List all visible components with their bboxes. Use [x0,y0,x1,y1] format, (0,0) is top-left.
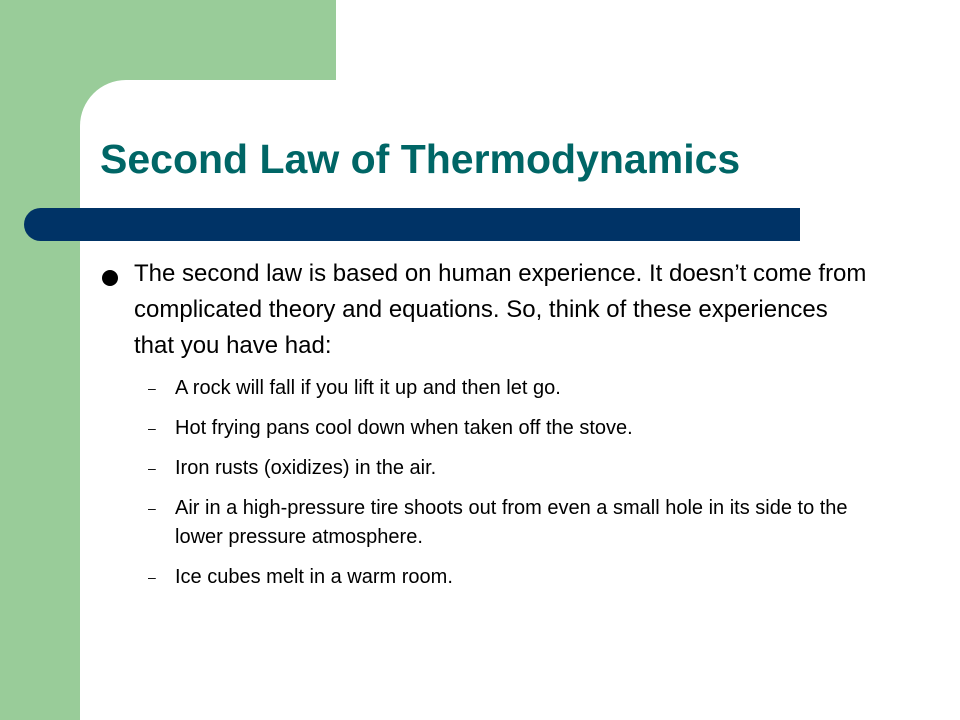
slide-body [102,256,872,603]
sub-bullet-text: Iron rusts (oxidizes) in the air. [175,457,437,479]
sub-bullet-text: Hot frying pans cool down when taken off the stove. [175,417,633,439]
sub-bullet-item [102,454,872,483]
bullet-dot-icon [102,270,118,286]
sub-bullet-item [102,494,872,552]
sub-bullet-item [102,414,872,443]
dash-icon: – [148,420,156,436]
sub-bullet-item [102,374,872,403]
sub-bullet-text: Ice cubes melt in a warm room. [175,566,453,588]
sub-bullet-item [102,563,872,592]
dash-icon: – [148,569,156,585]
dash-icon: – [148,380,156,396]
sub-bullet-list [102,374,872,592]
sub-bullet-text: A rock will fall if you lift it up and then let go. [175,377,561,399]
dash-icon: – [148,500,156,516]
title-underline-bar [24,208,800,241]
main-bullet-text: The second law is based on human experience. It doesn’t come from complicated theory and equations. So, think of these experiences that you have had: [134,260,867,359]
slide-title: Second Law of Thermodynamics [100,136,741,182]
sub-bullet-text: Air in a high-pressure tire shoots out from even a small hole in its side to the lower pressure atmosphere. [175,497,848,548]
dash-icon: – [148,460,156,476]
main-bullet [102,256,872,364]
